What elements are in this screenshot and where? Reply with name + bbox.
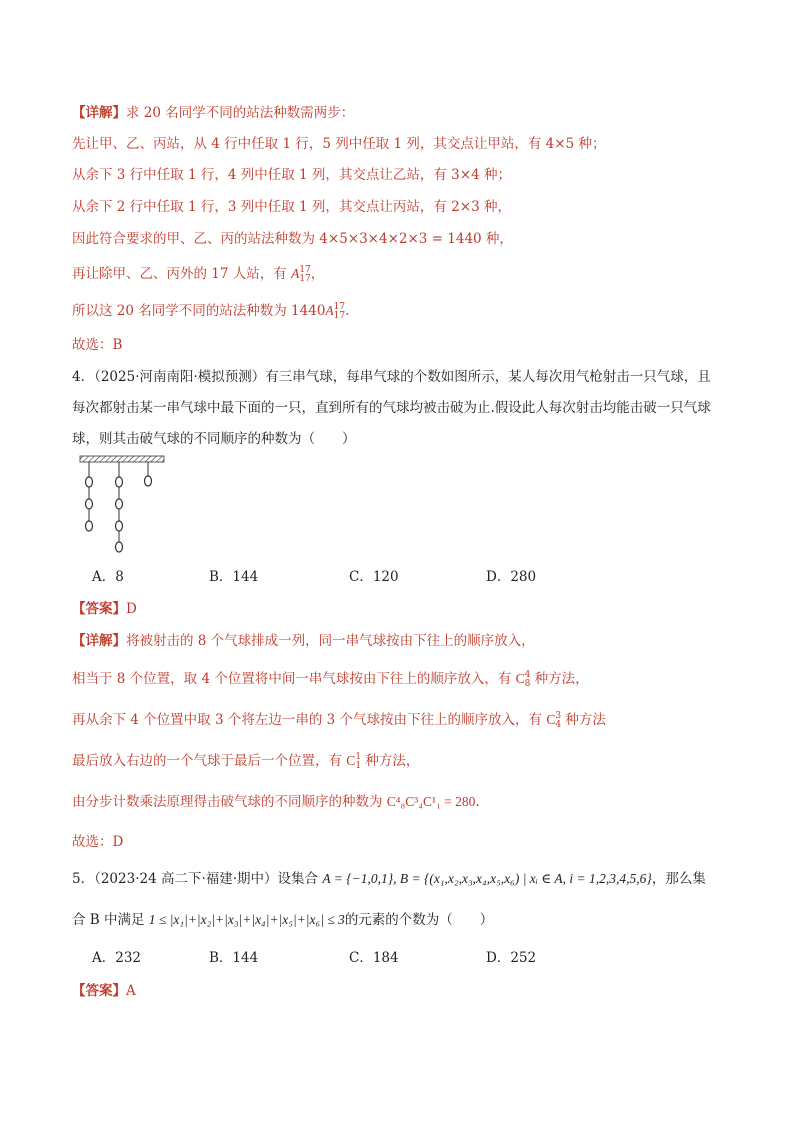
text: ，那么集 xyxy=(651,871,706,887)
formula: C⁴₈C³₄C¹₁ = 280 xyxy=(386,794,476,809)
balloon-string-right xyxy=(145,462,152,486)
comb-sub: 8 xyxy=(524,678,531,689)
q4-option-b[interactable]: B．144 xyxy=(209,569,259,585)
comb-sup: 4 xyxy=(524,669,531,680)
q5-option-c[interactable]: C．184 xyxy=(349,950,399,966)
q3-line-1: 先让甲、乙、丙站，从 4 行中任取 1 行，5 列中任取 1 列，其交点让甲站，有 4×5 种； xyxy=(72,136,606,152)
answer-tag: 【答案】 xyxy=(72,983,126,999)
perm-sub: 17 xyxy=(333,310,346,321)
q4-option-d[interactable]: D．280 xyxy=(486,569,537,585)
detail-tag: 【详解】 xyxy=(72,633,126,649)
balloon-string-middle xyxy=(116,462,123,552)
text: . xyxy=(475,794,480,810)
line6-post: . xyxy=(345,303,350,319)
text: 相当于 8 个位置，取 4 个位置将中间一串气球按由下往上的顺序放入，有 xyxy=(72,671,516,687)
perm-sup: 17 xyxy=(333,301,346,312)
q4-detail-line-3 xyxy=(72,710,606,730)
q5-option-b[interactable]: B．144 xyxy=(209,950,259,966)
q5-stem-line-1 xyxy=(72,869,706,889)
formula: 1 ≤ |x₁|+|x₂|+|x₃|+|x₄|+|x₅|+|x₆| ≤ 3 xyxy=(148,912,345,927)
text: 再从余下 4 个位置中取 3 个将左边一串的 3 个气球按由下往上的顺序放入，有 xyxy=(72,712,547,728)
q3-line-3: 从余下 2 行中任取 1 行，3 列中任取 1 列，其交点让丙站，有 2×3 种， xyxy=(72,199,511,215)
text: 的元素的个数为（ ） xyxy=(344,912,494,928)
q4-detail-line-4 xyxy=(72,751,419,771)
line6-pre: 所以这 20 名同学不同的站法种数为 1440 xyxy=(72,303,326,319)
text: 5．（2023·24 高二下·福建·期中）设集合 xyxy=(72,871,323,887)
text: 最后放入右边的一个气球于最后一个位置，有 xyxy=(72,753,347,769)
comb-sup: 1 xyxy=(355,751,362,762)
detail-text: 将被射击的 8 个气球排成一列，同一串气球按由下往上的顺序放入， xyxy=(126,633,535,649)
perm-sub: 17 xyxy=(299,273,311,284)
text: 合 B 中满足 xyxy=(72,912,149,928)
q5-option-d[interactable]: D．252 xyxy=(486,950,537,966)
q3-line-2: 从余下 3 行中任取 1 行，4 列中任取 1 列，其交点让乙站，有 3×4 种； xyxy=(72,167,511,183)
q4-option-a[interactable]: A．8 xyxy=(92,569,124,585)
ceiling-bar xyxy=(80,456,164,462)
q5-option-a[interactable]: A．232 xyxy=(92,950,142,966)
q4-stem-line-3: 球，则其击破气球的不同顺序的种数为（ ） xyxy=(72,431,356,447)
q3-line-5 xyxy=(72,264,324,284)
perm-sup: 17 xyxy=(299,264,311,275)
q4-stem-line-2: 每次都射击某一串气球中最下面的一只，直到所有的气球均被击破为止.假设此人每次射击均能击破一只气球 xyxy=(72,400,711,416)
q4-detail-line xyxy=(72,631,535,651)
comb-sup: 3 xyxy=(555,710,562,721)
q5-answer-line xyxy=(72,981,136,1001)
comb-symbol: C xyxy=(515,671,525,686)
q4-answer-line xyxy=(72,599,137,619)
perm-symbol: A xyxy=(291,266,300,281)
text: 由分步计数乘法原理得击破气球的不同顺序的种数为 xyxy=(72,794,387,810)
q3-line-6 xyxy=(72,301,349,321)
comb-sub: 4 xyxy=(555,719,562,730)
text: 种方法 xyxy=(561,712,606,728)
q3-detail-line xyxy=(72,103,354,123)
q4-answer-line-2: 故选：D xyxy=(72,834,124,850)
q4-detail-line-5 xyxy=(72,792,480,812)
balloon-string-left xyxy=(86,462,93,531)
perm-symbol: A xyxy=(325,303,334,318)
q4-stem-line-1: 4．（2025·河南南阳·模拟预测）有三串气球，每串气球的个数如图所示，某人每次用气枪射击一只气球，且 xyxy=(72,369,711,385)
answer-value: D xyxy=(126,601,137,617)
line5-pre: 再让除甲、乙、丙外的 17 人站，有 xyxy=(72,266,292,282)
formula: A = {−1,0,1}, B = {(x₁,x₂,x₃,x₄,x₅,x₆) | xᵢ ∈ A, i = 1,2,3,4,5,6} xyxy=(322,871,652,886)
answer-tag: 【答案】 xyxy=(72,601,126,617)
q3-answer-line: 故选：B xyxy=(72,337,123,353)
comb-symbol: C xyxy=(546,712,556,727)
q5-stem-line-2 xyxy=(72,910,493,930)
comb-symbol: C xyxy=(346,753,356,768)
line5-post: ， xyxy=(310,266,325,282)
q3-line-4: 因此符合要求的甲、乙、丙的站法种数为 4×5×3×4×2×3 = 1440 种， xyxy=(72,231,513,247)
detail-tag: 【详解】 xyxy=(72,105,126,121)
q4-detail-line-2 xyxy=(72,669,589,689)
text: 种方法， xyxy=(361,753,420,769)
detail-text: 求 20 名同学不同的站法种数需两步： xyxy=(126,105,355,121)
q4-option-c[interactable]: C．120 xyxy=(349,569,399,585)
comb-sub: 1 xyxy=(355,760,362,771)
text: 种方法， xyxy=(530,671,589,687)
answer-value: A xyxy=(126,983,136,999)
balloon-figure xyxy=(78,455,168,555)
